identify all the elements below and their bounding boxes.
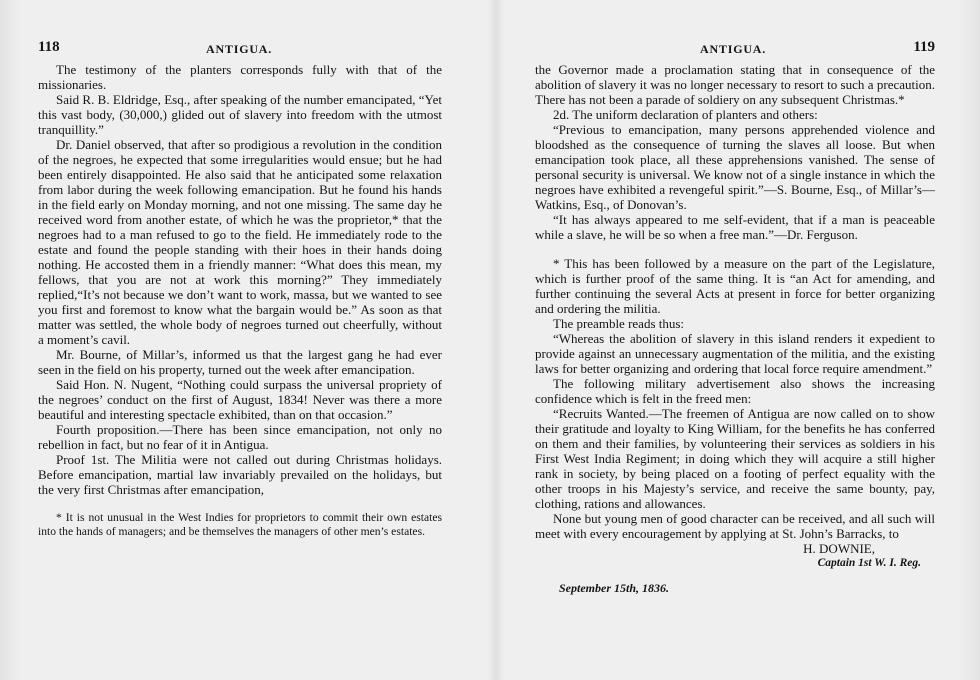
right-page-header [535, 40, 935, 62]
right-footnote-paragraph: None but young men of good character can be received, and all such will meet with every encouragement by applying at St. John’s Barracks, to [535, 511, 935, 541]
left-footnote-text: * It is not unusual in the West Indies for proprietors to commit their own estates into the hands of managers; and be themselves the managers of other men’s estates. [38, 511, 442, 538]
left-page-header [38, 40, 442, 62]
book-gutter [488, 0, 504, 680]
left-paragraph: Mr. Bourne, of Millar’s, informed us that the largest gang he had ever seen in the field on his property, turned out the week after emancipation. [38, 347, 442, 377]
signature-name: H. DOWNIE, [803, 541, 875, 556]
right-footnote-paragraph: The preamble reads thus: [553, 316, 685, 331]
right-footnote [535, 256, 935, 596]
left-page-number: 118 [38, 39, 60, 55]
left-paragraph: Dr. Daniel observed, that after so prodigious a revolution in the condition of the negroes, he expected that some irregularities would ensue; but he had been entirely disappointed. He also said that he anticipated some relaxation from labor during the week following emancipation. But he found his hands in the field early on Monday morning, and not one missing. The same day he received word from another estate, of which he was the proprietor,* that the negroes had to a man refused to go to the field. He immediately rode to the estate and found the people standing with their hoes in their hands doing nothing. He accosted them in a friendly manner: “What does this mean, my fellows, that you are not at work this morning?” They immediately replied,“It’s not because we don’t want to work, massa, but we wanted to see you first and foremost to know what the bargain would be.” As soon as that matter was settled, the whole body of negroes turned out cheerfully, without a moment’s cavil. [38, 137, 442, 347]
right-running-head: ANTIGUA. [700, 42, 767, 56]
right-footnote-paragraph: “Recruits Wanted.—The freemen of Antigua are now called on to show their gratitude and loyalty to King William, for the benefits he has conferred on them and their families, by volunteering their services as soldiers in his First West India Regiment; in doing which they will acquire a still higher rank in society, by being placed on a footing of perfect equality with the other troops in his Majesty’s service, and receive the same bounty, pay, clothing, rations and allowances. [535, 406, 935, 511]
right-paragraph: 2d. The uniform declaration of planters and others: [553, 107, 818, 122]
signature-title: Captain 1st W. I. Reg. [817, 557, 921, 569]
left-page-body [38, 62, 442, 497]
left-paragraph: Fourth proposition.—There has been since emancipation, not only no rebellion in fact, but no fear of it in Antigua. [38, 422, 442, 452]
advertisement-date: September 15th, 1836. [559, 581, 669, 595]
right-paragraph: the Governor made a proclamation stating that in consequence of the abolition of slavery it was no longer necessary to resort to such a precaution. There has not been a parade of soldiery on any subsequent Christmas.* [535, 62, 935, 107]
right-page [535, 40, 935, 596]
left-paragraph: The testimony of the planters corresponds fully with that of the missionaries. [38, 62, 442, 92]
right-paragraph: “It has always appeared to me self-evident, that if a man is peaceable while a slave, he will be so when a free man.”—Dr. Ferguson. [535, 212, 935, 242]
left-page [38, 40, 442, 539]
right-paragraph: “Previous to emancipation, many persons apprehended violence and bloodshed as the consequence of turning the slaves all loose. But when emancipation took place, all these apprehensions vanished. The sense of personal security is universal. We know not of a single instance in which the negroes have exhibited a revengeful spirit.”—S. Bourne, Esq., of Millar’s—Watkins, Esq., of Donovan’s. [535, 122, 935, 212]
left-footnote [38, 511, 442, 539]
right-page-number: 119 [913, 39, 935, 55]
left-paragraph: Proof 1st. The Militia were not called out during Christmas holidays. Before emancipation, martial law invariably prevailed on the holidays, but the very first Christmas after emancipation, [38, 452, 442, 497]
right-footnote-paragraph: “Whereas the abolition of slavery in this island renders it expedient to provide against an unnecessary augmentation of the militia, and the existing laws for better organizing and ordering that local force require amendment.” [535, 331, 935, 376]
right-footnote-paragraph: * This has been followed by a measure on the part of the Legislature, which is further proof of the same thing. It is “an Act for amending, and further continuing the several Acts at present in force for better organizing and ordering the militia. [535, 256, 935, 316]
left-paragraph: Said Hon. N. Nugent, “Nothing could surpass the universal propriety of the negroes’ conduct on the first of August, 1834! Never was there a more beautiful and interesting spectacle exhibited, than on that occasion.” [38, 377, 442, 422]
right-footnote-paragraph: The following military advertisement also shows the increasing confidence which is felt in the freed men: [535, 376, 935, 406]
left-running-head: ANTIGUA. [206, 42, 273, 56]
left-paragraph: Said R. B. Eldridge, Esq., after speaking of the number emancipated, “Yet this vast body, (30,000,) glided out of slavery into freedom with the utmost tranquillity.” [38, 92, 442, 137]
right-page-body [535, 62, 935, 242]
